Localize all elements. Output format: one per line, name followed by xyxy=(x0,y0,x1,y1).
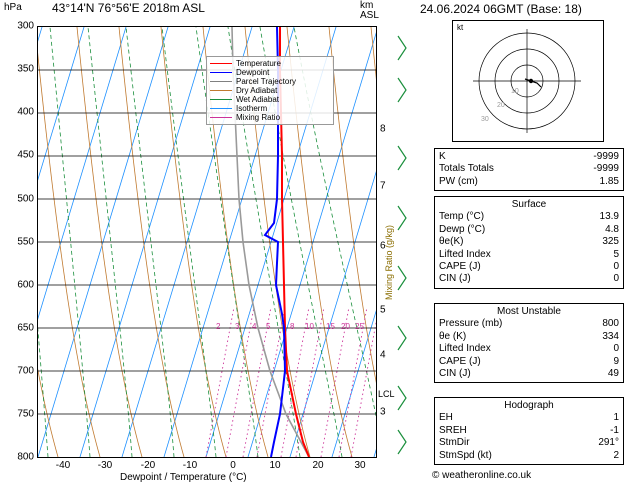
surface-row-cape xyxy=(439,261,619,273)
surface-label-dewp: Dewp (°C) xyxy=(439,223,486,235)
run-title: 24.06.2024 06GMT (Base: 18) xyxy=(420,2,582,16)
mu-label-pressure: Pressure (mb) xyxy=(439,318,503,330)
mix-label-20: 20 xyxy=(341,322,350,331)
index-row-pw xyxy=(439,176,619,188)
mixing-ratio-value-labels xyxy=(38,322,376,334)
htick-4: 4 xyxy=(380,349,386,361)
index-row-totals xyxy=(439,163,619,175)
ytick-750: 750 xyxy=(17,408,34,420)
hodo-row-eh xyxy=(439,412,619,424)
legend-item-mixing-ratio xyxy=(210,113,330,122)
xtick--40: -40 xyxy=(55,460,71,471)
mu-value-pressure: 800 xyxy=(602,318,619,330)
surface-label-thetae: θe(K) xyxy=(439,236,464,248)
legend-label-isotherm: Isotherm xyxy=(236,104,268,113)
mu-label-cape: CAPE (J) xyxy=(439,355,481,367)
ytick-600: 600 xyxy=(17,279,34,291)
ytick-550: 550 xyxy=(17,236,34,248)
ytick-450: 450 xyxy=(17,149,34,161)
mixing-ratio-axis-label: Mixing Ratio (g/kg) xyxy=(384,224,394,300)
index-label-pw: PW (cm) xyxy=(439,175,478,187)
surface-label-cin: CIN (J) xyxy=(439,273,471,285)
surface-value-li: 5 xyxy=(613,248,619,260)
surface-row-thetae xyxy=(439,236,619,248)
hodo-label-eh: EH xyxy=(439,412,453,424)
mu-value-li: 0 xyxy=(613,343,619,355)
legend-item-dewpoint xyxy=(210,68,330,77)
mu-row-cape xyxy=(439,356,619,368)
hodo-value-stmdir: 291° xyxy=(598,437,619,449)
surface-value-thetae: 325 xyxy=(602,236,619,248)
legend-label-parcel: Parcel Trajectory xyxy=(236,77,297,86)
hodo-value-stmspd: 2 xyxy=(613,449,619,461)
hodograph-ring-labels xyxy=(481,88,519,123)
surface-value-dewp: 4.8 xyxy=(605,223,619,235)
mu-label-li: Lifted Index xyxy=(439,343,491,355)
legend-item-isotherm xyxy=(210,104,330,113)
hodo-label-stmspd: StmSpd (kt) xyxy=(439,449,492,461)
hodograph-storm-motion-marker xyxy=(529,79,533,83)
lcl-label: LCL xyxy=(378,389,395,399)
right-panel xyxy=(420,0,629,486)
ytick-500: 500 xyxy=(17,193,34,205)
svg-text:10: 10 xyxy=(511,88,519,95)
hodo-value-eh: 1 xyxy=(613,412,619,424)
station-title: 43°14'N 76°56'E 2018m ASL xyxy=(52,1,205,15)
pressure-unit-label: hPa xyxy=(4,2,22,13)
legend-label-wet-adiabat: Wet Adiabat xyxy=(236,95,279,104)
index-label-totals: Totals Totals xyxy=(439,163,494,175)
ytick-650: 650 xyxy=(17,322,34,334)
mu-label-thetae: θe (K) xyxy=(439,330,467,342)
hodo-label-stmdir: StmDir xyxy=(439,437,470,449)
hodo-row-sreh xyxy=(439,425,619,437)
mix-label-5: 5 xyxy=(266,322,271,331)
surface-row-li xyxy=(439,249,619,261)
surface-label-li: Lifted Index xyxy=(439,248,491,260)
hodograph-unit-label: kt xyxy=(457,23,464,32)
htick-6: 6 xyxy=(380,240,386,252)
height-unit-label xyxy=(360,1,379,21)
hodograph-indices-panel xyxy=(434,397,624,465)
surface-title: Surface xyxy=(511,199,547,210)
htick-8: 8 xyxy=(380,123,386,135)
svg-text:30: 30 xyxy=(481,116,489,123)
most-unstable-panel xyxy=(434,303,624,383)
surface-label-cape: CAPE (J) xyxy=(439,261,481,273)
hodo-value-sreh: -1 xyxy=(610,424,619,436)
legend-label-dry-adiabat: Dry Adiabat xyxy=(236,86,278,95)
mix-label-15: 15 xyxy=(326,322,335,331)
wind-barb-column xyxy=(395,26,419,458)
mix-label-10: 10 xyxy=(305,322,314,331)
ytick-400: 400 xyxy=(17,106,34,118)
km-label: km xyxy=(360,0,374,11)
mu-row-cin xyxy=(439,368,619,380)
surface-value-cape: 0 xyxy=(613,261,619,273)
mu-row-li xyxy=(439,343,619,355)
ytick-300: 300 xyxy=(17,20,34,32)
mu-row-pressure xyxy=(439,318,619,330)
xtick--30: -30 xyxy=(97,460,113,471)
legend-label-temperature: Temperature xyxy=(236,59,281,68)
asl-label: ASL xyxy=(360,10,379,21)
credit-text: © weatheronline.co.uk xyxy=(432,470,532,481)
legend-item-parcel xyxy=(210,77,330,86)
legend-item-dry-adiabat xyxy=(210,86,330,95)
legend-label-mixing-ratio: Mixing Ratio xyxy=(236,113,281,122)
xtick--10: -10 xyxy=(182,460,198,471)
legend-label-dewpoint: Dewpoint xyxy=(236,68,270,77)
most-unstable-title: Most Unstable xyxy=(497,306,561,317)
index-value-k: -9999 xyxy=(593,151,619,162)
legend xyxy=(206,56,334,125)
svg-text:20: 20 xyxy=(497,102,505,109)
surface-label-temp: Temp (°C) xyxy=(439,211,485,223)
legend-item-wet-adiabat xyxy=(210,95,330,104)
mu-value-cin: 49 xyxy=(607,368,619,380)
xtick-10: 10 xyxy=(269,460,281,471)
ytick-350: 350 xyxy=(17,63,34,75)
htick-3: 3 xyxy=(380,406,386,418)
index-row-k xyxy=(439,151,619,163)
surface-row-cin xyxy=(439,273,619,285)
htick-7: 7 xyxy=(380,180,386,192)
index-value-pw: 1.85 xyxy=(599,175,619,187)
hodo-row-stmspd xyxy=(439,450,619,462)
index-label-k: K xyxy=(439,151,446,162)
mix-label-25: 25 xyxy=(355,322,364,331)
hodo-label-sreh: SREH xyxy=(439,424,467,436)
mu-row-thetae xyxy=(439,331,619,343)
surface-value-cin: 0 xyxy=(613,273,619,285)
hodograph-svg xyxy=(453,21,601,139)
mu-value-thetae: 334 xyxy=(602,330,619,342)
hodograph xyxy=(452,20,604,142)
mu-value-cape: 9 xyxy=(613,355,619,367)
legend-item-temperature xyxy=(210,59,330,68)
skewt-plot xyxy=(37,26,377,458)
xtick-0: 0 xyxy=(230,460,236,471)
indices-panel xyxy=(434,148,624,191)
hodo-row-stmdir xyxy=(439,437,619,449)
mix-label-3: 3 xyxy=(235,322,240,331)
mu-label-cin: CIN (J) xyxy=(439,368,471,380)
x-axis-title: Dewpoint / Temperature (°C) xyxy=(120,472,247,483)
ytick-700: 700 xyxy=(17,365,34,377)
index-value-totals: -9999 xyxy=(593,163,619,175)
surface-value-temp: 13.9 xyxy=(599,211,619,223)
ytick-800: 800 xyxy=(17,451,34,463)
xtick--20: -20 xyxy=(140,460,156,471)
mix-label-2: 2 xyxy=(216,322,221,331)
xtick-20: 20 xyxy=(312,460,324,471)
mix-label-4: 4 xyxy=(252,322,257,331)
surface-row-dewp xyxy=(439,224,619,236)
surface-row-temp xyxy=(439,211,619,223)
mix-label-8: 8 xyxy=(290,322,295,331)
surface-panel xyxy=(434,196,624,289)
htick-5: 5 xyxy=(380,304,386,316)
xtick-30: 30 xyxy=(354,460,366,471)
hodograph-title: Hodograph xyxy=(504,400,554,411)
